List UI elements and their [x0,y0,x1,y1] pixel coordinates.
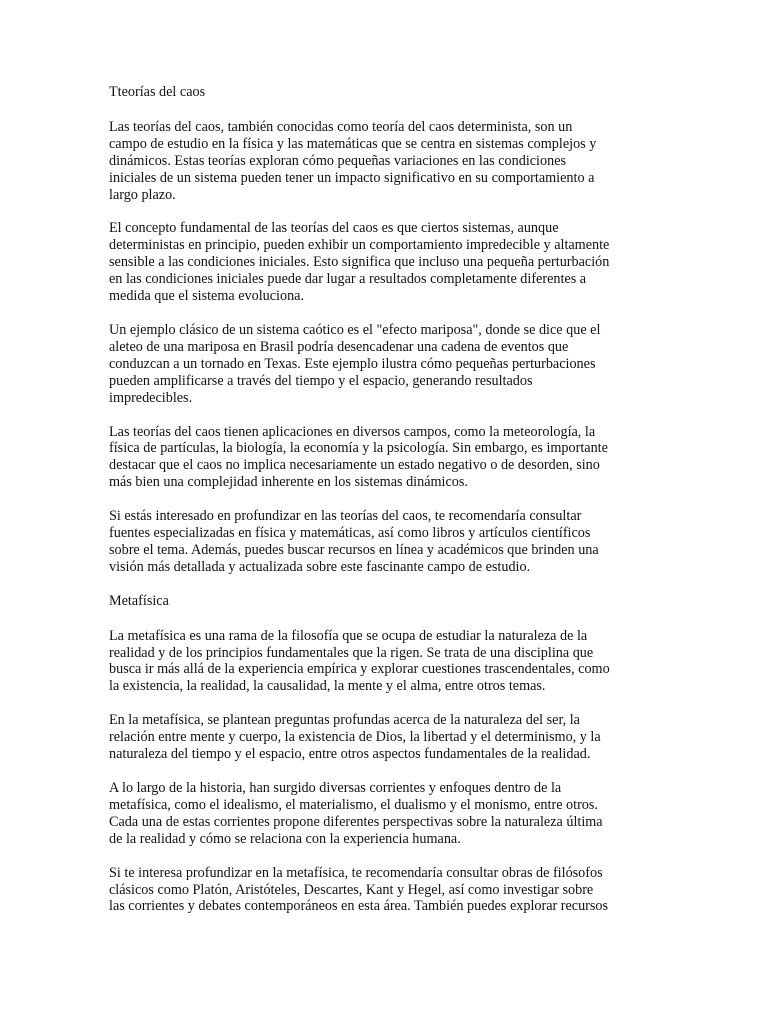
paragraph-chaos-2: El concepto fundamental de las teorías del caos es que ciertos sistemas, aunque deterministas en principio, pueden exhibir un comportamiento impredecible y altamente sensible a las condiciones iniciales. Esto significa que incluso una pequeña perturbación en las condiciones iniciales puede dar lugar a resultados completamente diferentes a medida que el sistema evoluciona. [109,220,610,305]
paragraph-chaos-5: Si estás interesado en profundizar en las teorías del caos, te recomendaría consultar fuentes especializadas en física y matemáticas, así como libros y artículos científicos sobre el tema. Además, puedes buscar recursos en línea y académicos que brinden una visión más detallada y actualizada sobre este fascinante campo de estudio. [109,508,599,575]
section-title-chaos-theories: Tteorías del caos [109,84,206,100]
paragraph-chaos-4: Las teorías del caos tienen aplicaciones en diversos campos, como la meteorología, la física de partículas, la biología, la economía y la psicología. Sin embargo, es importante destacar que el caos no implica necesariamente un estado negativo o de desorden, sino más bien una complejidad inherente en los sistemas dinámicos. [109,423,608,491]
paragraph-metaphysics-3: A lo largo de la historia, han surgido diversas corrientes y enfoques dentro de la metafísica, como el idealismo, el materialismo, el dualismo y el monismo, entre otros. Cada una de estas corrientes propone diferentes perspectivas sobre la naturaleza última de la realidad y cómo se relaciona con la experiencia humana. [109,780,603,847]
paragraph-metaphysics-2: En la metafísica, se plantean preguntas profundas acerca de la naturaleza del ser, la relación entre mente y cuerpo, la existencia de Dios, la libertad y el determinismo, y la naturaleza del tiempo y el espacio, entre otros aspectos fundamentales de la realidad. [109,712,601,763]
paragraph-metaphysics-4: Si te interesa profundizar en la metafísica, te recomendaría consultar obras de filósofos clásicos como Platón, Aristóteles, Descartes, Kant y Hegel, así como investigar sobre las corrientes y debates contemporáneos en esta área. También puedes explorar recursos [109,864,609,915]
paragraph-chaos-1: Las teorías del caos, también conocidas como teoría del caos determinista, son un campo de estudio en la física y las matemáticas que se centra en sistemas complejos y dinámicos. Estas teorías exploran cómo pequeñas variaciones en las condiciones iniciales de un sistema pueden tener un impacto significativo en su comportamiento a largo plazo. [109,118,597,203]
paragraph-chaos-3: Un ejemplo clásico de un sistema caótico es el "efecto mariposa", donde se dice que el aleteo de una mariposa en Brasil podría desencadenar una cadena de eventos que conduzcan a un tornado en Texas. Este ejemplo ilustra cómo pequeñas perturbaciones pueden amplificarse a través del tiempo y el espacio, generando resultados impredecibles. [109,321,601,406]
section-title-metaphysics: Metafísica [109,592,169,609]
paragraph-metaphysics-1: La metafísica es una rama de la filosofía que se ocupa de estudiar la naturaleza de la realidad y de los principios fundamentales que la rigen. Se trata de una disciplina que busca ir más allá de la experiencia empírica y explorar cuestiones trascendentales, como la existencia, la realidad, la causalidad, la mente y el alma, entre otros temas. [109,627,610,695]
